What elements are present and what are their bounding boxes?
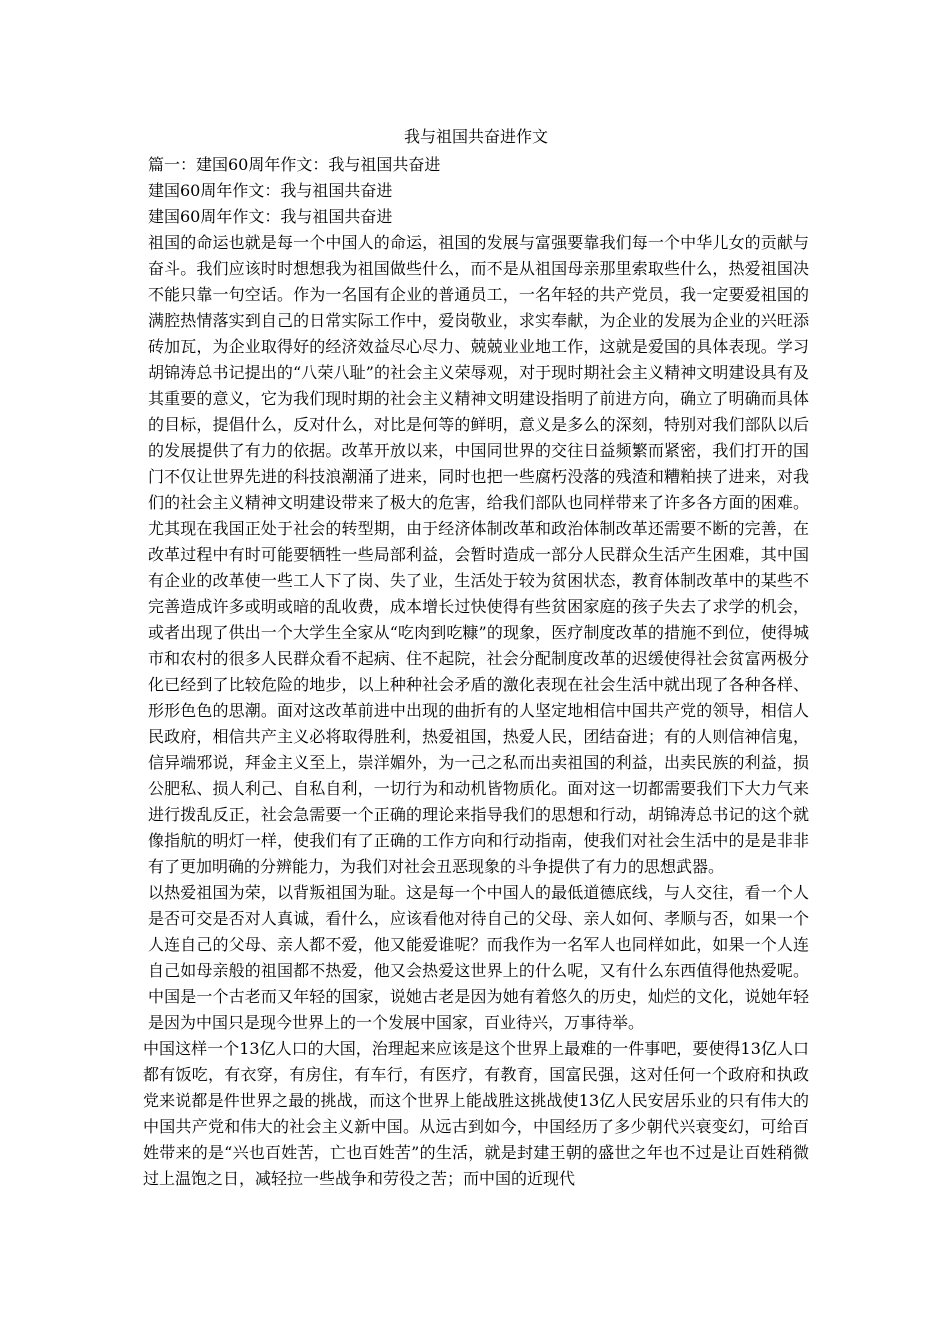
paragraph-2: 以热爱祖国为荣，以背叛祖国为耻。这是每一个中国人的最低道德底线，与人交往，看一个人是否可交是否对人真诚，看什么，应该看他对待自己的父母、亲人如何、孝顺与否，如果一个人连自己的父母、亲人都不爱，他又能爱谁呢？而我作为一名军人也同样如此，如果一个人连自己如母亲般的祖国都不热爱，他又会热爱这世界上的什么呢，又有什么东西值得他热爱呢。中国是一个古老而又年轻的国家，说她古老是因为她有着悠久的历史，灿烂的文化，说她年轻是因为中国只是现今世界上的一个发展中国家，百业待兴，万事待举。 xyxy=(148,883,809,1032)
paragraph-1: 祖国的命运也就是每一个中国人的命运，祖国的发展与富强要靠我们每一个中华儿女的贡献与奋斗。我们应该时时想想我为祖国做些什么，而不是从祖国母亲那里索取些什么，热爱祖国决不能只靠一句空话。作为一名国有企业的普通员工，一名年轻的共产党员，我一定要爱祖国的满腔热情落实到自己的日常实际工作中，爱岗敬业，求实奉献，为企业的发展为企业的兴旺添砖加瓦，为企业取得好的经济效益尽心尽力、兢兢业业地工作，这就是爱国的具体表现。学习胡锦涛总书记提出的“八荣八耻”的社会主义荣辱观，对于现时期社会主义精神文明建设具有及其重要的意义，它为我们现时期的社会主义精神文明建设指明了前进方向，确立了明确而具体的目标，提倡什么，反对什么，对比是何等的鲜明，意义是多么的深刻，特别对我们部队以后的发展提供了有力的依据。改革开放以来，中国同世界的交往日益频繁而紧密，我们打开的国门不仅让世界先进的科技浪潮涌了进来，同时也把一些腐朽没落的残渣和糟粕挟了进来，对我们的社会主义精神文明建设带来了极大的危害，给我们部队也同样带来了许多各方面的困难。尤其现在我国正处于社会的转型期，由于经济体制改革和政治体制改革还需要不断的完善，在改革过程中有时可能要牺牲一些局部利益，会暂时造成一部分人民群众生活产生困难，其中国有企业的改革使一些工人下了岗、失了业，生活处于较为贫困状态，教育体制改革中的某些不完善造成许多或明或暗的乱收费，成本增长过快使得有些贫困家庭的孩子失去了求学的机会，或者出现了供出一个大学生全家从“吃肉到吃糠”的现象，医疗制度改革的措施不到位，使得城市和农村的很多人民群众看不起病、住不起院，社会分配制度改革的迟缓使得社会贫富两极分化已经到了比较危险的地步，以上种种社会矛盾的激化表现在社会生活中就出现了各种各样、形形色色的思潮。面对这改革前进中出现的曲折有的人坚定地相信中国共产党的领导，相信人民政府，相信共产主义必将取得胜利，热爱祖国，热爱人民，团结奋进；有的人则信神信鬼，信异端邪说，拜金主义至上，崇洋媚外，为一己之私而出卖祖国的利益，出卖民族的利益，损公肥私、损人利己、自私自利，一切行为和动机皆物质化。面对这一切都需要我们下大力气来进行拨乱反正，社会急需要一个正确的理论来指导我们的思想和行动，胡锦涛总书记的这个就像指航的明灯一样，使我们有了正确的工作方向和行动指南，使我们对社会生活中的是是非非有了更加明确的分辨能力，为我们对社会丑恶现象的斗争提供了有力的思想武器。 xyxy=(148,233,809,876)
subhead-2: 建国60周年作文：我与祖国共奋进 xyxy=(148,181,393,200)
paragraph-3: 中国这样一个13亿人口的大国，治理起来应该是这个世界上最难的一件事吧，要使得13亿人口都有饭吃，有衣穿，有房住，有车行，有医疗，有教育，国富民强，这对任何一个政府和执政党来说都是件世界之最的挑战，而这个世界上能战胜这挑战使13亿人民安居乐业的只有伟大的中国共产党和伟大的社会主义新中国。从远古到如今，中国经历了多少朝代兴衰变幻，可给百姓带来的是“兴也百姓苦，亡也百姓苦”的生活，就是封建王朝的盛世之年也不过是让百姓稍微过上温饱之日，减轻拉一些战争和劳役之苦；而中国的近现代 xyxy=(143,1039,809,1188)
subhead-3: 建国60周年作文：我与祖国共奋进 xyxy=(148,207,393,226)
document-body xyxy=(143,124,809,1192)
document-title: 我与祖国共奋进作文 xyxy=(403,127,548,146)
subhead-1: 篇一：建国60周年作文：我与祖国共奋进 xyxy=(148,155,441,174)
